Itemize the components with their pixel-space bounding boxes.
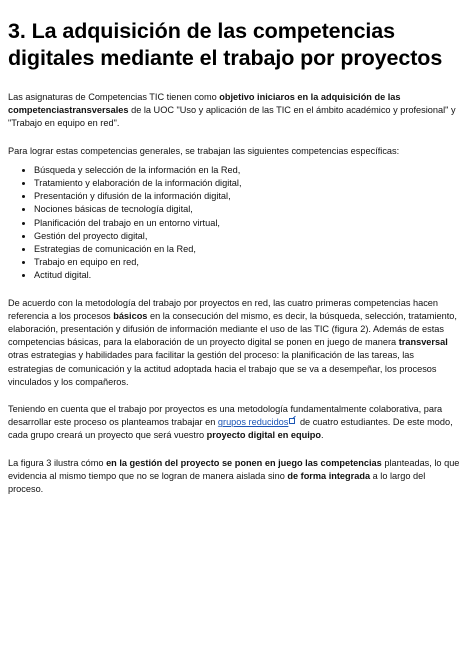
page-title-line2: digitales mediante el trabajo por proyectos — [8, 46, 443, 70]
paragraph-5 — [8, 457, 460, 497]
list-item: • Estrategias de comunicación en la Red, — [34, 243, 460, 256]
paragraph-2: Para lograr estas competencias generales, se trabajan las siguientes competencias específicas: — [8, 145, 400, 156]
paragraph-4-text-b: de cuatro estudiantes. De este modo, cada grupo creará un proyecto que será vuestro — [8, 417, 453, 441]
paragraph-5-text-c: planteadas, lo que evidencia al mismo tiempo que no se logran de manera aislada sino — [8, 457, 460, 481]
paragraph-3-bold-transversal: transversal — [398, 337, 448, 348]
document-body — [8, 91, 460, 496]
paragraph-4-bold: proyecto digital en equipo — [206, 430, 322, 441]
paragraph-3-bold-basicos: básicos — [113, 310, 148, 321]
list-item: • Trabajo en equipo en red, — [34, 256, 460, 269]
page-title-line1: 3. La adquisición de las competencias — [8, 19, 396, 43]
list-item: • Presentación y difusión de la información digital, — [34, 190, 460, 203]
list-item: • Búsqueda y selección de la información en la Red, — [34, 164, 460, 177]
page-title — [8, 18, 460, 72]
paragraph-1-text-c: de la UOC "Uso y aplicación de las TIC en el ámbito académico y profesional" y "Trabajo en equipo en red". — [8, 105, 456, 129]
list-item: • Tratamiento y elaboración de la información digital, — [34, 177, 460, 190]
list-item: • Gestión del proyecto digital, — [34, 230, 460, 243]
paragraph-4 — [8, 403, 460, 443]
grupos-reducidos-link[interactable]: grupos reducidos — [217, 417, 289, 428]
list-item: • Actitud digital. — [34, 269, 460, 282]
paragraph-5-bold-gestion: en la gestión del proyecto se ponen en juego las competencias — [106, 457, 382, 468]
paragraph-5-text-a: La figura 3 ilustra cómo — [8, 457, 107, 468]
paragraph-1-bold: objetivo iniciaros en la adquisición de las competenciastransversales — [8, 92, 401, 116]
paragraph-1-text-a: Las asignaturas de Competencias TIC tienen como — [8, 92, 220, 102]
paragraph-5-text-e: a lo largo del proceso. — [8, 470, 426, 495]
competencies-list — [8, 164, 460, 283]
list-item: • Planificación del trabajo en un entorno virtual, — [34, 217, 460, 230]
paragraph-4-text-a: Teniendo en cuenta que el trabajo por proyectos es una metodología fundamentalmente colaborativa, para desarrollar este proceso os planteamos trabajar en — [8, 404, 443, 428]
external-link-icon[interactable] — [289, 418, 295, 424]
paragraph-3-text-a: De acuerdo con la metodología del trabajo por proyectos en red, las cuatro primeras competencias hacen referencia a los procesos — [8, 297, 439, 321]
paragraph-1 — [8, 91, 460, 131]
paragraph-3-text-c: en la consecución del mismo, es decir, la búsqueda, selección, tratamiento, elaboración, presentación y difusión de información mediante el uso de las TIC (figura 2). Además de estas competencias básicas, para la elaboración de un proyecto digital se ponen en juego de manera — [8, 310, 457, 348]
list-item: • Nociones básicas de tecnología digital, — [34, 203, 460, 216]
paragraph-5-bold-integrada: de forma integrada — [287, 470, 371, 481]
paragraph-4-text-d: . — [321, 430, 324, 441]
paragraph-3 — [8, 297, 460, 389]
paragraph-3-text-e: otras estrategias y habilidades para facilitar la gestión del proceso: la planificación de las tareas, las estrategias de comunicación y la actitud adoptada hacia el trabajo que se va a desempeñar, los procesos vinculados y los compañeros. — [8, 350, 437, 387]
